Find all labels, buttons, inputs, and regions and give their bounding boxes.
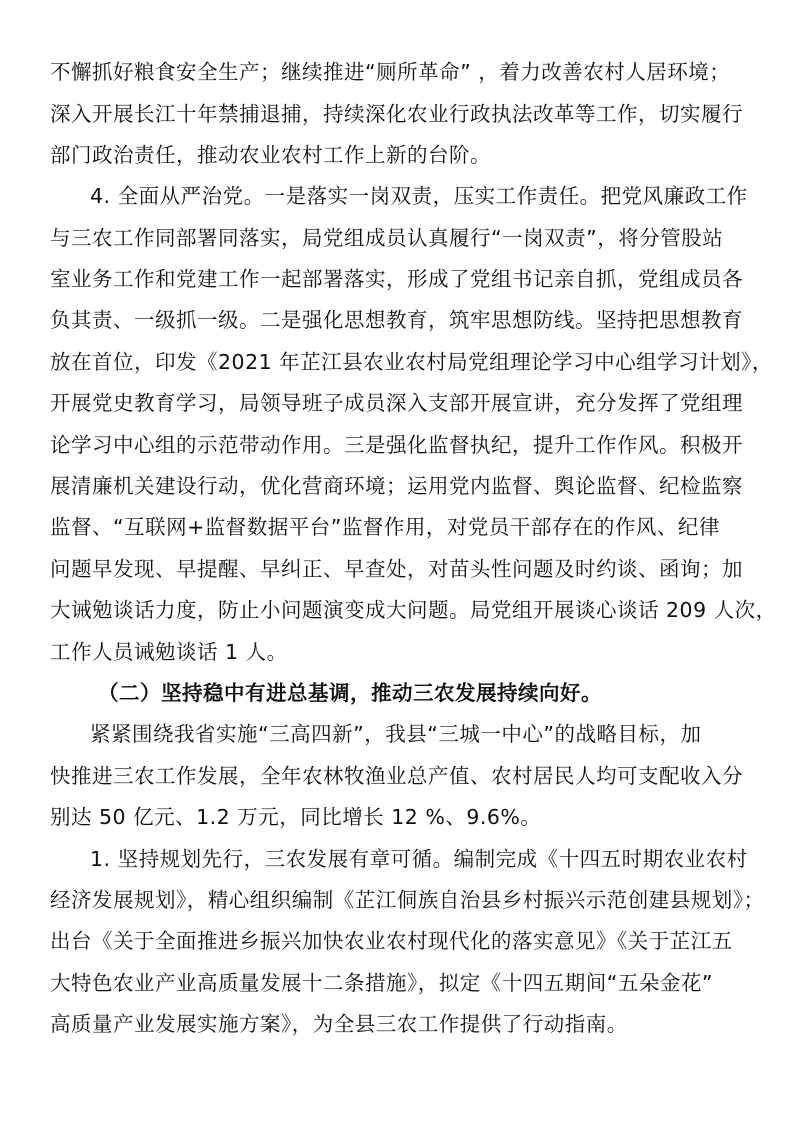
paragraph-line: 与三农工作同部署同落实，局党组成员认真履行“一岗双责”，将分管股站 <box>50 226 724 250</box>
paragraph-line: 快推进三农工作发展，全年农林牧渔业总产值、农村居民人均可支配收入分 <box>50 764 743 788</box>
paragraph-line: 开展党史教育学习，局领导班子成员深入支部开展宣讲，充分发挥了党组理 <box>50 391 743 415</box>
paragraph-line: 紧紧围绕我省实施“三高四新”，我县“三城一中心”的战略目标，加 <box>90 722 702 746</box>
paragraph-line: 问题早发现、早提醒、早纠正、早查处，对苗头性问题及时约谈、函询；加 <box>50 557 743 581</box>
paragraph-line: 室业务工作和党建工作一起部署落实，形成了党组书记亲自抓，党组成员各 <box>50 267 743 291</box>
paragraph-line: 1. 坚持规划先行，三农发展有章可循。编制完成《十四五时期农业农村 <box>90 847 748 871</box>
paragraph-line: 论学习中心组的示范带动作用。三是强化监督执纪，提升工作作风。积极开 <box>50 433 743 457</box>
paragraph-line: 大特色农业产业高质量发展十二条措施》，拟定《十四五期间“五朵金花” <box>50 971 713 995</box>
paragraph-line: 负其责、一级抓一级。二是强化思想教育，筑牢思想防线。坚持把思想教育 <box>50 308 743 332</box>
paragraph-line: 工作人员诫勉谈话 1 人。 <box>50 640 288 664</box>
paragraph-line: 展清廉机关建设行动，优化营商环境；运用党内监督、舆论监督、纪检监察 <box>50 474 743 498</box>
paragraph-line: 监督、“互联网+监督数据平台”监督作用，对党员干部存在的作风、纪律 <box>50 515 720 539</box>
paragraph-line: 4. 全面从严治党。一是落实一岗双责，压实工作责任。把党风廉政工作 <box>90 184 748 208</box>
section-heading: （二）坚持稳中有进总基调，推动三农发展持续向好。 <box>98 681 602 705</box>
paragraph-line: 深入开展长江十年禁捕退捕，持续深化农业行政执法改革等工作，切实履行 <box>50 102 743 126</box>
paragraph-line: 不懈抓好粮食安全生产；继续推进“厕所革命” ，着力改善农村人居环境； <box>50 60 731 84</box>
paragraph-line: 经济发展规划》，精心组织编制《芷江侗族自治县乡村振兴示范创建县规划》； <box>50 888 765 912</box>
paragraph-line: 出台《关于全面推进乡振兴加快农业农村现代化的落实意见》《关于芷江五 <box>50 929 733 953</box>
paragraph-line: 高质量产业发展实施方案》，为全县三农工作提供了行动指南。 <box>50 1012 628 1036</box>
paragraph-line: 放在首位，印发《2021 年芷江县农业农村局党组理论学习中心组学习计划》， <box>50 350 773 374</box>
paragraph-line: 别达 50 亿元、1.2 万元，同比增长 12 %、9.6%。 <box>50 805 542 829</box>
paragraph-line: 大诫勉谈话力度，防止小问题演变成大问题。局党组开展谈心谈话 209 人次， <box>50 598 777 622</box>
paragraph-line: 部门政治责任，推动农业农村工作上新的台阶。 <box>50 143 491 167</box>
